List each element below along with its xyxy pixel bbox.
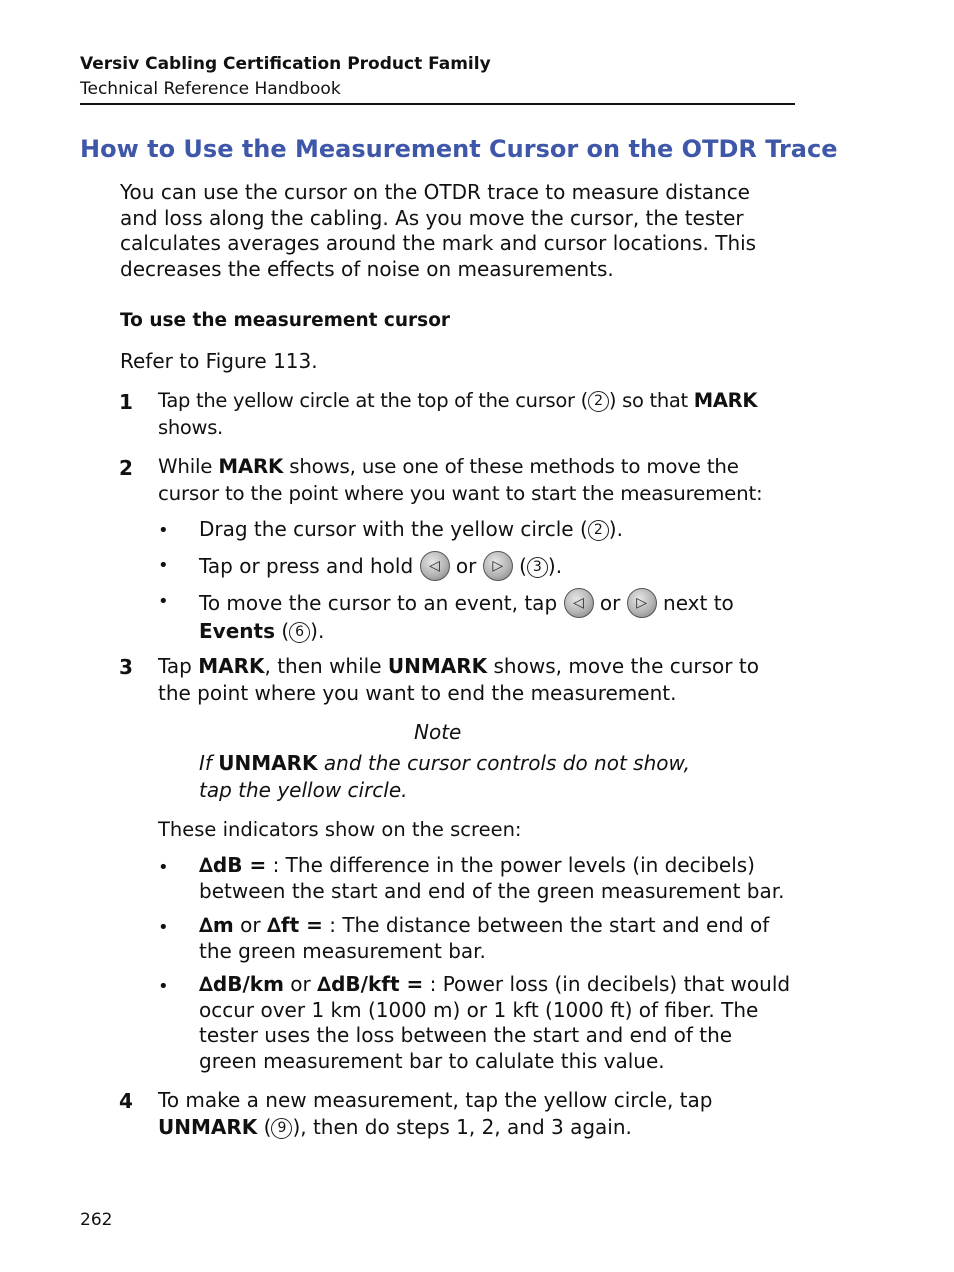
step-3: Tap MARK, then while UNMARK shows, move the cursor to the point where you want to end the measurement. xyxy=(158,654,759,705)
step-number: 4 xyxy=(119,1089,133,1113)
running-header-handbook: Technical Reference Handbook xyxy=(80,79,341,99)
bullet-dot: • xyxy=(158,520,169,541)
intro-line: You can use the cursor on the OTDR trace to measure distance xyxy=(120,180,750,204)
bullet-dot: • xyxy=(158,976,169,997)
callout-6: 6 xyxy=(289,622,310,643)
section-title: How to Use the Measurement Cursor on the OTDR Trace xyxy=(80,135,838,163)
intro-line: decreases the effects of noise on measurements. xyxy=(120,256,614,281)
indicator-delta-distance: ∆m or ∆ft = : The distance between the start and end of the green measurement bar. xyxy=(199,913,770,963)
right-arrow-button-icon: ▷ xyxy=(627,588,657,618)
mark-label: MARK xyxy=(218,455,284,478)
bullet-tap-hold: Tap or press and hold ◁ or ▷ ( 3 ). xyxy=(199,551,562,581)
mark-label: MARK xyxy=(693,389,758,412)
procedure-title: To use the measurement cursor xyxy=(120,310,451,331)
step-2: While MARK shows, use one of these methods to move the cursor to the point where you want to start the measurement: xyxy=(158,455,763,505)
callout-9: 9 xyxy=(271,1118,292,1139)
note-heading: Note xyxy=(414,720,462,744)
unmark-label: UNMARK xyxy=(158,1114,258,1139)
callout-2: 2 xyxy=(588,520,609,541)
mark-label: MARK xyxy=(198,654,265,678)
bullet-drag-cursor: Drag the cursor with the yellow circle ( 2 ). xyxy=(199,517,623,541)
intro-line: calculates averages around the mark and cursor locations. This xyxy=(120,231,757,255)
right-arrow-button-icon: ▷ xyxy=(483,551,513,581)
callout-3: 3 xyxy=(527,557,548,578)
step-number: 1 xyxy=(119,390,133,414)
bullet-dot: • xyxy=(158,591,169,612)
indicator-delta-db: ∆dB = : The difference in the power levels (in decibels) between the start and end of the green measurement bar. xyxy=(199,853,785,903)
step-number: 3 xyxy=(119,655,133,679)
page-number: 262 xyxy=(80,1210,113,1230)
bullet-dot: • xyxy=(158,917,169,938)
left-arrow-button-icon: ◁ xyxy=(420,551,450,581)
bullet-dot: • xyxy=(158,857,169,878)
step-number: 2 xyxy=(119,456,133,480)
refer-text: Refer to Figure 113. xyxy=(120,349,318,373)
callout-2: 2 xyxy=(588,391,609,412)
bullet-move-to-event: To move the cursor to an event, tap ◁ or ▷ next to Events ( 6 ). xyxy=(199,588,734,644)
indicators-intro: These indicators show on the screen: xyxy=(158,818,522,841)
events-label: Events xyxy=(199,619,275,643)
step-1: Tap the yellow circle at the top of the cursor ( 2 ) so that MARK shows. xyxy=(158,389,758,439)
unmark-label: UNMARK xyxy=(218,751,318,775)
step-4: To make a new measurement, tap the yellow circle, tap UNMARK ( 9 ), then do steps 1, 2, and 3 again. xyxy=(158,1088,713,1139)
running-header-product: Versiv Cabling Certification Product Family xyxy=(80,54,491,74)
unmark-label: UNMARK xyxy=(387,654,488,678)
intro-line: and loss along the cabling. As you move the cursor, the tester xyxy=(120,205,744,230)
left-arrow-button-icon: ◁ xyxy=(564,588,594,618)
note-body: If UNMARK and the cursor controls do not show, tap the yellow circle. xyxy=(199,751,690,802)
intro-paragraph xyxy=(120,180,800,282)
indicator-delta-db-per-length: ∆dB/km or ∆dB/kft = : Power loss (in decibels) that would occur over 1 km (1000 m) or 1 kft (1000 ft) of fiber. The tester uses the loss between the start and end of the green measurement bar to calulate this value. xyxy=(199,972,791,1073)
header-rule xyxy=(80,103,795,105)
bullet-dot: • xyxy=(158,555,169,576)
